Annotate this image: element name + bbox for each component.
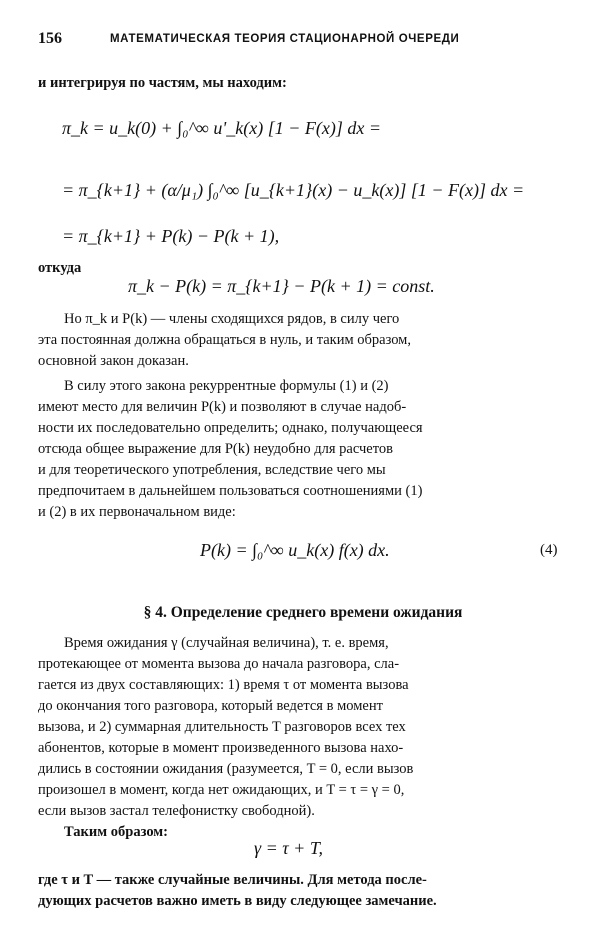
paragraph3-line6: абонентов, которые в момент произведенного вызова нахо- [38,740,404,756]
paragraph2-line2: имеют место для величин P(k) и позволяют в случае надоб- [38,399,407,415]
running-title: МАТЕМАТИЧЕСКАЯ ТЕОРИЯ СТАЦИОНАРНОЙ ОЧЕРЕДИ [110,33,460,45]
intro-line: и интегрируя по частям, мы находим: [38,75,287,91]
paragraph2-line1: В силу этого закона рекуррентные формулы (1) и (2) [64,378,389,394]
paragraph2-line4: отсюда общее выражение для P(k) неудобно для расчетов [38,441,393,457]
equation-1: π_k = u_k(0) + ∫₀^∞ u'_k(x) [1 − F(x)] dx = [62,118,381,138]
equation-5: P(k) = ∫₀^∞ u_k(x) f(x) dx. [200,540,390,560]
equation-4: π_k − P(k) = π_{k+1} − P(k + 1) = const. [128,276,435,296]
paragraph3-line3: гается из двух составляющих: 1) время τ от момента вызова [38,677,409,693]
page-header [38,30,568,54]
otkuda-word: откуда [38,260,82,276]
paragraph3-line5: вызова, и 2) суммарная длительность T разговоров всех тех [38,719,406,735]
paragraph2-line6: предпочитаем в дальнейшем пользоваться соотношениями (1) [38,483,423,499]
equation-6: γ = τ + T, [254,838,324,858]
paragraph4-line1: Таким образом: [64,824,169,840]
equation-5-number: (4) [540,542,558,558]
paragraph5-line2: дующих расчетов важно иметь в виду следующее замечание. [38,893,437,909]
paragraph1-line3: основной закон доказан. [38,353,189,369]
equation-3: = π_{k+1} + P(k) − P(k + 1), [62,226,280,246]
paragraph2-line5: и для теоретического употребления, вследствие чего мы [38,462,386,478]
paragraph1-line2: эта постоянная должна обращаться в нуль, и таким образом, [38,332,411,348]
paragraph3-line7: дились в состоянии ожидания (разумеется, T = 0, если вызов [38,761,414,777]
paragraph1-line1: Но π_k и P(k) — члены сходящихся рядов, в силу чего [64,311,400,327]
paragraph3-line9: если вызов застал телефонистку свободной). [38,803,315,819]
paragraph3-line1: Время ожидания γ (случайная величина), т. е. время, [64,635,389,651]
paragraph3-line8: произошел в момент, когда нет ожидающих, и T = τ = γ = 0, [38,782,405,798]
paragraph5-line1: где τ и T — также случайные величины. Для метода после- [38,872,427,888]
paragraph3-line2: протекающее от момента вызова до начала разговора, сла- [38,656,400,672]
equation-2: = π_{k+1} + (α/μ₁) ∫₀^∞ [u_{k+1}(x) − u_k(x)] [1 − F(x)] dx = [62,180,525,200]
paragraph3-line4: до окончания того разговора, который ведется в момент [38,698,383,714]
paragraph2-line7: и (2) в их первоначальном виде: [38,504,236,520]
page-number: 156 [38,30,62,47]
section-heading: § 4. Определение среднего времени ожидания [143,604,463,621]
paragraph2-line3: ности их последовательно определить; однако, получающееся [38,420,423,436]
